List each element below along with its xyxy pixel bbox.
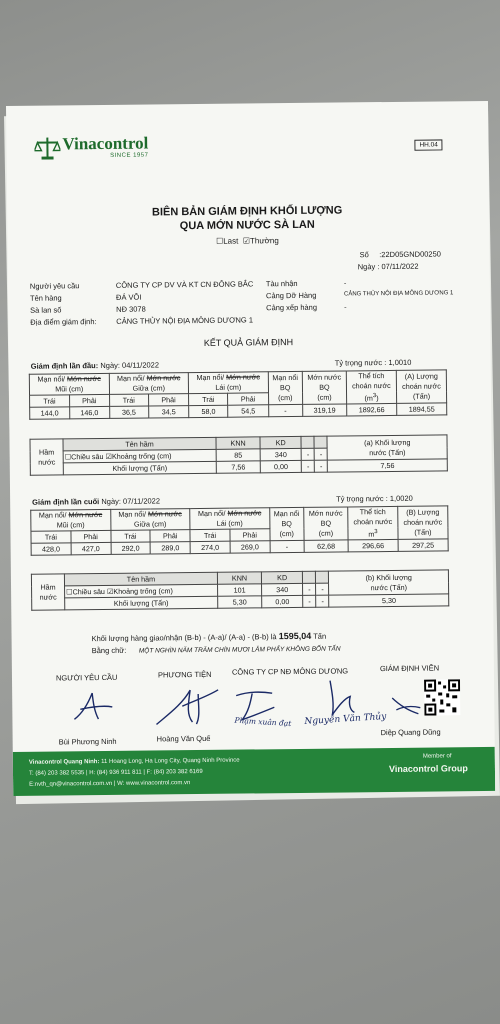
first-date-label: Ngày: bbox=[100, 360, 120, 371]
document-subtitle: QUA MỚN NƯỚC SÀ LAN bbox=[179, 218, 315, 233]
inspector-title: GIÁM ĐỊNH VIÊN bbox=[379, 663, 440, 674]
last-checkbox-icon: ☐ bbox=[215, 236, 224, 246]
footer-group: Vinacontrol Group bbox=[388, 763, 468, 775]
inspector-name: Diệp Quang Dũng bbox=[380, 727, 441, 738]
stern-header: Mạn nổi/ Mớn nước Lái (cm) bbox=[188, 372, 268, 394]
form-code: HH.04 bbox=[414, 139, 443, 150]
option-normal: Thường bbox=[249, 236, 279, 246]
table-row: 144,0 146,0 36,5 34,5 58,0 54,5 - 319,19 1892,66 1894,55 bbox=[30, 403, 447, 419]
col-left: Trái bbox=[189, 393, 228, 406]
loading-port-value: - bbox=[344, 302, 347, 312]
bow-header: Mạn nổi/ Mớn nước Mũi (cm) bbox=[29, 373, 109, 395]
barge-value: NĐ 3078 bbox=[116, 304, 146, 314]
first-draft-table bbox=[29, 369, 447, 420]
requester-signature bbox=[68, 689, 118, 726]
last-inspection-header bbox=[32, 496, 160, 506]
summary-unit: Tấn bbox=[313, 631, 327, 641]
requester-title: NGƯỜI YÊU CẦU bbox=[55, 672, 118, 683]
table-row: 428,0 427,0 292,0 289,0 274,0 269,0 - 62,68 296,66 297,25 bbox=[31, 539, 448, 555]
ullage-checkbox-icon: ☑ bbox=[106, 586, 114, 596]
col-left: Trái bbox=[109, 394, 148, 407]
goods-value: ĐÁ VÔI bbox=[115, 292, 142, 302]
table-row: Khối lượng (Tấn) 7,56 0,00 - - 7,56 bbox=[30, 459, 447, 475]
first-date-value: 04/11/2022 bbox=[121, 360, 160, 370]
first-density-value: 1,0010 bbox=[388, 357, 412, 368]
option-last: Last bbox=[223, 236, 239, 246]
knn-header: KNN bbox=[216, 437, 260, 449]
last-inspection-label: Giám định lần cuối bbox=[32, 497, 100, 507]
last-draft-table: Mạn nổi/ Mớn nước Mũi (cm) Mạn nổi/ Mớn nước Giữa (cm) Mạn nổi/ Mớn nước Lái (cm) Mạn nổi BQ (cm) Mớn nước BQ (cm) Thể tích choán nước $m^3$ (B) Lượng choán nước (Tấn) Trái Phải Trái Phải Trái Phải 428,0 427,0 292,0 289,0 274,0 269,0 - 62,68 296,66 297,25 bbox=[30, 505, 448, 556]
a-ballast-header: (a) Khối lượng nước (Tấn) bbox=[327, 435, 447, 460]
doc-date-value: 07/11/2022 bbox=[381, 261, 419, 272]
footer-bar bbox=[13, 747, 495, 796]
logo-since: SINCE 1957 bbox=[110, 152, 149, 159]
a-displacement-header: (A) Lượng choán nước (Tấn) bbox=[396, 370, 446, 404]
table-row: ☐Chiều sâu ☑Khoảng trống (cm) 85 340 - - bbox=[30, 447, 447, 463]
depth-checkbox-icon: ☐ bbox=[64, 451, 72, 461]
summary-line bbox=[92, 631, 327, 643]
vinacontrol-logo bbox=[34, 135, 148, 160]
col-right: Phải bbox=[228, 393, 268, 406]
last-density-value: 1,0020 bbox=[389, 493, 413, 504]
displacement-volume-header: Thể tích choán nước $(m^3)$ bbox=[346, 370, 396, 404]
doc-number-value: 22D05GND00250 bbox=[381, 249, 441, 260]
logo-text: Vinacontrol bbox=[62, 133, 149, 154]
doc-date-label: Ngày : bbox=[357, 262, 380, 272]
vehicle-name: Hoàng Văn Quế bbox=[156, 733, 211, 744]
first-inspection-label: Giám định lần đầu: bbox=[30, 361, 99, 371]
b-displacement-header: (B) Lượng choán nước (Tấn) bbox=[398, 506, 448, 540]
location-value: CẢNG THỦY NỘI ĐỊA MÔNG DƯƠNG 1 bbox=[116, 315, 254, 326]
table-row: ☐Chiều sâu ☑Khoảng trống (cm) 101 340 - - bbox=[32, 582, 449, 598]
discharge-port-value: CẢNG THỦY NỘI ĐỊA MÔNG DƯƠNG 1 bbox=[343, 290, 454, 298]
goods-label: Tên hàng bbox=[29, 293, 62, 303]
vehicle-signature bbox=[152, 684, 222, 729]
last-date-label: Ngày: bbox=[101, 496, 121, 507]
summary-formula: Khối lượng hàng giao/nhận (B-b) - (A-a)/ (A-a) - (B-b) là bbox=[91, 632, 277, 644]
vehicle-title: PHƯƠNG TIỆN bbox=[157, 669, 212, 680]
location-label: Địa điểm giám định: bbox=[30, 317, 97, 327]
mid-header: Mạn nổi/ Mớn nước Giữa (cm) bbox=[109, 373, 189, 395]
discharge-port-label: Cảng Dỡ Hàng bbox=[265, 290, 317, 301]
requester-label: Người yêu cầu bbox=[29, 281, 80, 291]
doc-number-label: Số bbox=[359, 250, 369, 260]
kd-header: KD bbox=[260, 436, 301, 448]
inspector-signature-2 bbox=[388, 692, 424, 722]
scale-logo-icon bbox=[34, 135, 60, 159]
depth-checkbox-icon: ☐ bbox=[66, 586, 73, 596]
tank-name-header: Tên hầm bbox=[63, 437, 216, 451]
avg-draft-header: Mớn nước BQ (cm) bbox=[302, 371, 346, 405]
last-date-value: 07/11/2022 bbox=[122, 496, 161, 506]
first-inspection-header bbox=[31, 360, 159, 370]
col-right: Phải bbox=[69, 395, 109, 408]
first-density bbox=[335, 358, 412, 368]
col-right: Phải bbox=[148, 394, 188, 407]
document-sheet bbox=[6, 101, 495, 796]
ullage-checkbox-icon: ☑ bbox=[105, 451, 112, 461]
last-density bbox=[336, 494, 413, 504]
col-left: Trái bbox=[30, 395, 70, 408]
footer-email-web: E:nvth_qn@vinacontrol.com.vn | W: www.vinacontrol.com.vn bbox=[29, 780, 191, 788]
first-ballast-table bbox=[29, 434, 447, 475]
ballast-header: Hầm nước bbox=[30, 439, 63, 475]
doc-date bbox=[358, 262, 419, 272]
footer-phones: T: (84) 203 382 5535 | H: (84) 936 911 811 | F: (84) 203 382 6169 bbox=[28, 768, 203, 777]
doc-number: Số :22D05GND00250 bbox=[359, 249, 441, 260]
last-ballast-table: Hầm nước Tên hầm KNN KD (b) Khối lượng nước (Tấn) ☐Chiều sâu ☑Khoảng trống (cm) 101 340 - - Khối lượng (Tấn) 5,30 0,00 - - 5,30 bbox=[31, 569, 449, 610]
barge-label: Sà lan số bbox=[30, 305, 62, 315]
footer-address: Vinacontrol Quang Ninh: 11 Hoang Long, Ha Long City, Quang Ninh Province bbox=[28, 757, 240, 766]
avg-freeboard-header: Mạn nổi BQ (cm) bbox=[268, 371, 303, 405]
inspector-signature bbox=[320, 676, 360, 718]
result-title: KẾT QUẢ GIÁM ĐỊNH bbox=[203, 337, 294, 348]
receiving-ship-value: - bbox=[343, 278, 347, 288]
words-label: Bằng chữ: bbox=[91, 645, 127, 656]
company-title: CÔNG TY CP NĐ MÔNG DƯƠNG bbox=[231, 666, 349, 677]
last-density-label: Tỷ trọng nước : bbox=[336, 494, 388, 504]
summary-words bbox=[92, 644, 341, 656]
handwritten-name-2: Nguyễn Văn Thủy bbox=[304, 711, 387, 728]
handwritten-name-1: Phạm xuân đạt bbox=[234, 715, 292, 729]
normal-checkbox-icon: ☑ bbox=[242, 236, 251, 246]
receiving-ship-label: Tàu nhận bbox=[265, 278, 298, 289]
table-row: Khối lượng (Tấn) 5,30 0,00 - - 5,30 bbox=[32, 594, 449, 610]
document-title: BIÊN BẢN GIÁM ĐỊNH KHỐI LƯỢNG bbox=[151, 204, 343, 219]
requester-value: CÔNG TY CP DV VÀ KT CN ĐÔNG BẮC bbox=[115, 279, 254, 290]
first-density-label: Tỷ trọng nước : bbox=[334, 358, 387, 368]
qr-code-icon bbox=[424, 679, 460, 715]
inspection-type-options bbox=[7, 234, 487, 248]
words-value: MỘT NGHÌN NĂM TRĂM CHÍN MƯƠI LĂM PHẨY KHÔNG BỐN TẤN bbox=[138, 645, 341, 655]
requester-name: Bùi Phương Ninh bbox=[58, 736, 117, 747]
summary-value: 1595,04 bbox=[278, 630, 312, 642]
footer-member-of: Member of bbox=[422, 753, 452, 760]
loading-port-label: Cảng xếp hàng bbox=[266, 302, 318, 313]
b-ballast-header: (b) Khối lượng nước (Tấn) bbox=[329, 570, 449, 595]
